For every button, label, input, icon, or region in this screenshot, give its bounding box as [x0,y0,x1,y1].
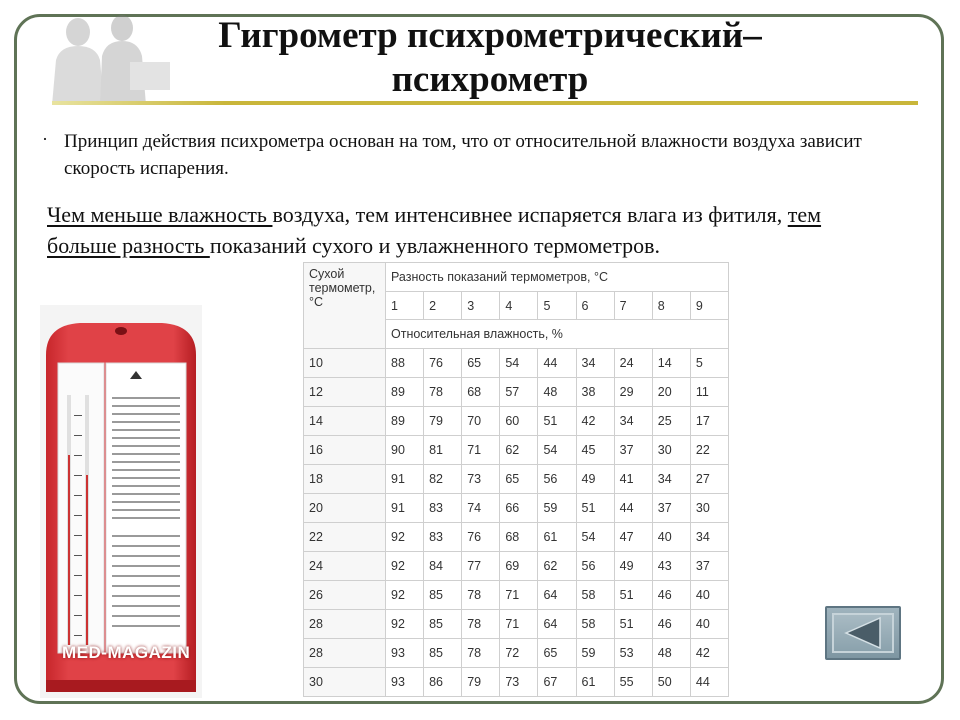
dry-temperature-cell: 10 [304,349,386,378]
humidity-cell: 78 [462,581,500,610]
humidity-cell: 85 [424,581,462,610]
humidity-cell: 51 [538,407,576,436]
bullet-paragraph [42,128,922,182]
humidity-cell: 62 [538,552,576,581]
back-nav-button[interactable] [825,606,901,660]
dry-temperature-cell: 22 [304,523,386,552]
humidity-cell: 54 [538,436,576,465]
humidity-cell: 38 [576,378,614,407]
difference-header: Разность показаний термометров, °С [386,263,729,292]
humidity-cell: 70 [462,407,500,436]
dry-temperature-cell: 28 [304,639,386,668]
humidity-cell: 55 [614,668,652,697]
difference-cell: 5 [538,292,576,320]
humidity-cell: 83 [424,494,462,523]
dry-temperature-cell: 30 [304,668,386,697]
humidity-cell: 74 [462,494,500,523]
humidity-cell: 71 [500,610,538,639]
humidity-cell: 89 [386,407,424,436]
humidity-cell: 69 [500,552,538,581]
humidity-table-wrapper [303,262,729,698]
difference-cell: 4 [500,292,538,320]
difference-cell: 3 [462,292,500,320]
humidity-cell: 34 [690,523,728,552]
humidity-cell: 29 [614,378,652,407]
back-nav-button-face[interactable] [832,613,894,653]
bullet-text: Принцип действия психрометра основан на том, что от относительной влажности воздуха зависит скорость испарения. [64,131,862,179]
humidity-cell: 92 [386,523,424,552]
lead-underlined-2: тем больше разность [47,202,822,258]
humidity-cell: 44 [614,494,652,523]
table-row [304,610,729,639]
humidity-cell: 40 [652,523,690,552]
humidity-cell: 58 [576,581,614,610]
humidity-cell: 51 [614,581,652,610]
humidity-cell: 56 [538,465,576,494]
psychrometer-image [40,305,202,698]
humidity-cell: 54 [500,349,538,378]
humidity-cell: 45 [576,436,614,465]
humidity-cell: 67 [538,668,576,697]
humidity-cell: 25 [652,407,690,436]
difference-cell: 6 [576,292,614,320]
table-row [304,378,729,407]
humidity-cell: 48 [538,378,576,407]
humidity-cell: 68 [462,378,500,407]
dry-temperature-cell: 20 [304,494,386,523]
humidity-cell: 68 [500,523,538,552]
difference-cell: 1 [386,292,424,320]
dry-temperature-cell: 28 [304,610,386,639]
humidity-cell: 59 [576,639,614,668]
humidity-cell: 73 [500,668,538,697]
humidity-cell: 93 [386,668,424,697]
humidity-cell: 91 [386,465,424,494]
humidity-cell: 79 [462,668,500,697]
humidity-table [303,262,729,697]
difference-cell: 9 [690,292,728,320]
humidity-cell: 40 [690,610,728,639]
table-row [304,668,729,697]
humidity-cell: 37 [614,436,652,465]
humidity-cell: 14 [652,349,690,378]
humidity-cell: 49 [614,552,652,581]
humidity-cell: 46 [652,581,690,610]
table-row [304,349,729,378]
humidity-cell: 58 [576,610,614,639]
humidity-cell: 82 [424,465,462,494]
difference-cell: 8 [652,292,690,320]
humidity-cell: 60 [500,407,538,436]
humidity-cell: 76 [462,523,500,552]
table-row [304,639,729,668]
humidity-cell: 78 [462,610,500,639]
humidity-cell: 90 [386,436,424,465]
table-row [304,494,729,523]
humidity-cell: 78 [462,639,500,668]
slide-title: Гигрометр психрометрический– психрометр [218,15,762,100]
humidity-cell: 37 [690,552,728,581]
humidity-cell: 22 [690,436,728,465]
humidity-header: Относительная влажность, % [386,320,729,349]
humidity-cell: 83 [424,523,462,552]
humidity-cell: 92 [386,610,424,639]
med-magazin-watermark: MED-MAGAZIN [62,643,191,662]
left-triangle-icon [834,615,892,651]
humidity-cell: 89 [386,378,424,407]
humidity-cell: 51 [614,610,652,639]
humidity-cell: 65 [500,465,538,494]
slide-title-block [120,14,860,102]
humidity-cell: 11 [690,378,728,407]
humidity-cell: 66 [500,494,538,523]
lead-underlined-1: Чем меньше влажность [47,202,273,227]
humidity-cell: 43 [652,552,690,581]
humidity-cell: 24 [614,349,652,378]
humidity-cell: 44 [690,668,728,697]
dry-thermometer-header: Сухой термометр, °С [304,263,386,349]
humidity-cell: 73 [462,465,500,494]
lead-paragraph [47,199,867,261]
dry-temperature-cell: 16 [304,436,386,465]
humidity-cell: 92 [386,581,424,610]
humidity-cell: 27 [690,465,728,494]
dry-temperature-cell: 12 [304,378,386,407]
humidity-cell: 81 [424,436,462,465]
humidity-cell: 48 [652,639,690,668]
table-row [304,523,729,552]
humidity-cell: 37 [652,494,690,523]
humidity-cell: 85 [424,610,462,639]
table-row [304,465,729,494]
humidity-cell: 51 [576,494,614,523]
humidity-cell: 50 [652,668,690,697]
humidity-cell: 57 [500,378,538,407]
humidity-cell: 49 [576,465,614,494]
humidity-cell: 61 [576,668,614,697]
humidity-cell: 71 [500,581,538,610]
humidity-cell: 62 [500,436,538,465]
humidity-cell: 86 [424,668,462,697]
title-underline [52,101,918,105]
humidity-cell: 20 [652,378,690,407]
humidity-cell: 72 [500,639,538,668]
table-row [304,436,729,465]
humidity-cell: 30 [652,436,690,465]
humidity-cell: 64 [538,610,576,639]
table-row [304,552,729,581]
humidity-cell: 93 [386,639,424,668]
humidity-cell: 34 [652,465,690,494]
humidity-cell: 64 [538,581,576,610]
bullet-dot-icon: · [42,129,48,149]
dry-temperature-cell: 24 [304,552,386,581]
humidity-cell: 53 [614,639,652,668]
humidity-cell: 46 [652,610,690,639]
humidity-cell: 34 [576,349,614,378]
dry-temperature-cell: 18 [304,465,386,494]
humidity-cell: 59 [538,494,576,523]
humidity-cell: 47 [614,523,652,552]
humidity-cell: 88 [386,349,424,378]
table-row [304,407,729,436]
humidity-cell: 44 [538,349,576,378]
dry-temperature-cell: 14 [304,407,386,436]
lead-text-1: воздуха, тем интенсивнее испаряется влага из фитиля, [272,202,788,227]
humidity-cell: 65 [538,639,576,668]
humidity-cell: 65 [462,349,500,378]
humidity-cell: 54 [576,523,614,552]
humidity-cell: 85 [424,639,462,668]
humidity-cell: 71 [462,436,500,465]
humidity-cell: 92 [386,552,424,581]
humidity-cell: 42 [690,639,728,668]
humidity-cell: 41 [614,465,652,494]
humidity-cell: 79 [424,407,462,436]
table-row [304,581,729,610]
humidity-cell: 77 [462,552,500,581]
humidity-cell: 56 [576,552,614,581]
humidity-cell: 5 [690,349,728,378]
humidity-cell: 34 [614,407,652,436]
humidity-cell: 61 [538,523,576,552]
humidity-cell: 40 [690,581,728,610]
dry-temperature-cell: 26 [304,581,386,610]
humidity-cell: 91 [386,494,424,523]
humidity-cell: 76 [424,349,462,378]
humidity-cell: 42 [576,407,614,436]
lead-text-2: показаний сухого и увлажненного термометров. [209,233,660,258]
humidity-cell: 17 [690,407,728,436]
humidity-cell: 78 [424,378,462,407]
difference-cell: 2 [424,292,462,320]
humidity-cell: 84 [424,552,462,581]
humidity-cell: 30 [690,494,728,523]
difference-cell: 7 [614,292,652,320]
